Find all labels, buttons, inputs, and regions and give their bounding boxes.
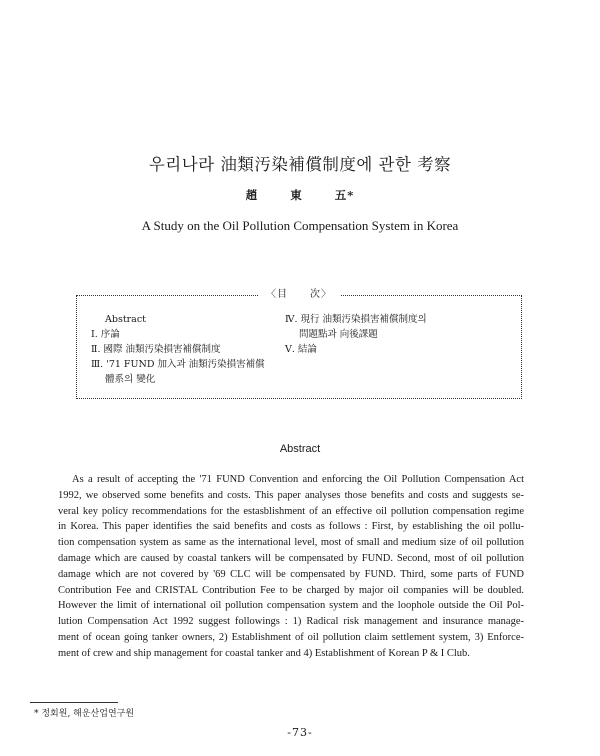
abstract-line: As a result of accepting the '71 FUND Convention and enforcing the Oil Pollution Compensation Act — [72, 474, 524, 485]
toc-item: Abstract — [105, 314, 146, 325]
abstract-line: lution Compensation Act 1992 suggest followings : 1) Radical risk management and insurance manage- — [58, 616, 524, 628]
toc-left-column — [91, 312, 291, 387]
abstract-line: veral key policy recommendations for the estasblishment of an effective oil pollution compensation regime — [58, 505, 524, 517]
toc-item: Ⅰ. 序論 — [91, 329, 120, 340]
toc-right-column — [285, 312, 505, 357]
abstract-line: tion compensation system as same as the international level, most of small and medium size of oil pollution — [58, 537, 524, 549]
abstract-line: ment of crew and ship management for coastal tanker and 4) Establishment of Korean P & I Club. — [58, 647, 470, 659]
footnote-divider — [30, 702, 118, 703]
author-char: 東 — [290, 188, 303, 202]
korean-title: 우리나라 油類汚染補償制度에 관한 考察 — [148, 155, 452, 174]
abstract-line: damage which are caused by coastal tankers will be compensated by FUND. Second, most of oil pollution — [58, 552, 524, 564]
table-of-contents — [76, 289, 522, 399]
abstract-line: Contribution Fee and CRISTAL Contribution Fee to be charged by major oil companies will be doubled. — [58, 584, 524, 596]
toc-item: Ⅱ. 國際 油類汚染損害補償制度 — [91, 344, 221, 355]
abstract-line: ment of ocean going tanker owners, 2) Establishment of oil pollution claim settlement system, 3) Enforce- — [58, 631, 524, 643]
author-char: 趙 — [245, 188, 259, 202]
page-number: -73- — [287, 726, 313, 739]
abstract-line: in Korea. This paper identifies the said benefits and costs as follows : First, by establishing the oil pollu- — [58, 521, 524, 533]
abstract-line: 1992, we observed some benefits and costs. This paper analyses those benefits and costs and suggests se- — [58, 489, 524, 501]
footnote: * 정회원, 해운산업연구원 — [34, 709, 135, 719]
toc-item: Ⅲ. '71 FUND 加入과 油類汚染損害補償 — [91, 359, 265, 370]
abstract-body — [58, 472, 524, 662]
abstract-line: damage which are not covered by '69 CLC will be compensated by FUND. Third, some parts of FUND — [58, 568, 524, 580]
toc-item: Ⅳ. 現行 油類汚染損害補償制度의 — [285, 314, 427, 325]
abstract-heading: Abstract — [279, 443, 321, 455]
abstract-line: However the limit of international oil pollution compensation system and the loophole outside the Oil Pol- — [58, 600, 524, 612]
author-name — [0, 187, 600, 203]
toc-heading: 〈目 次〉 — [77, 287, 521, 303]
toc-item: 問題點과 向後課題 — [299, 329, 378, 340]
toc-item: 體系의 變化 — [105, 374, 156, 385]
author-char: 五* — [334, 188, 355, 202]
english-title: A Study on the Oil Pollution Compensation System in Korea — [141, 218, 459, 233]
toc-item: Ⅴ. 結論 — [285, 344, 317, 355]
